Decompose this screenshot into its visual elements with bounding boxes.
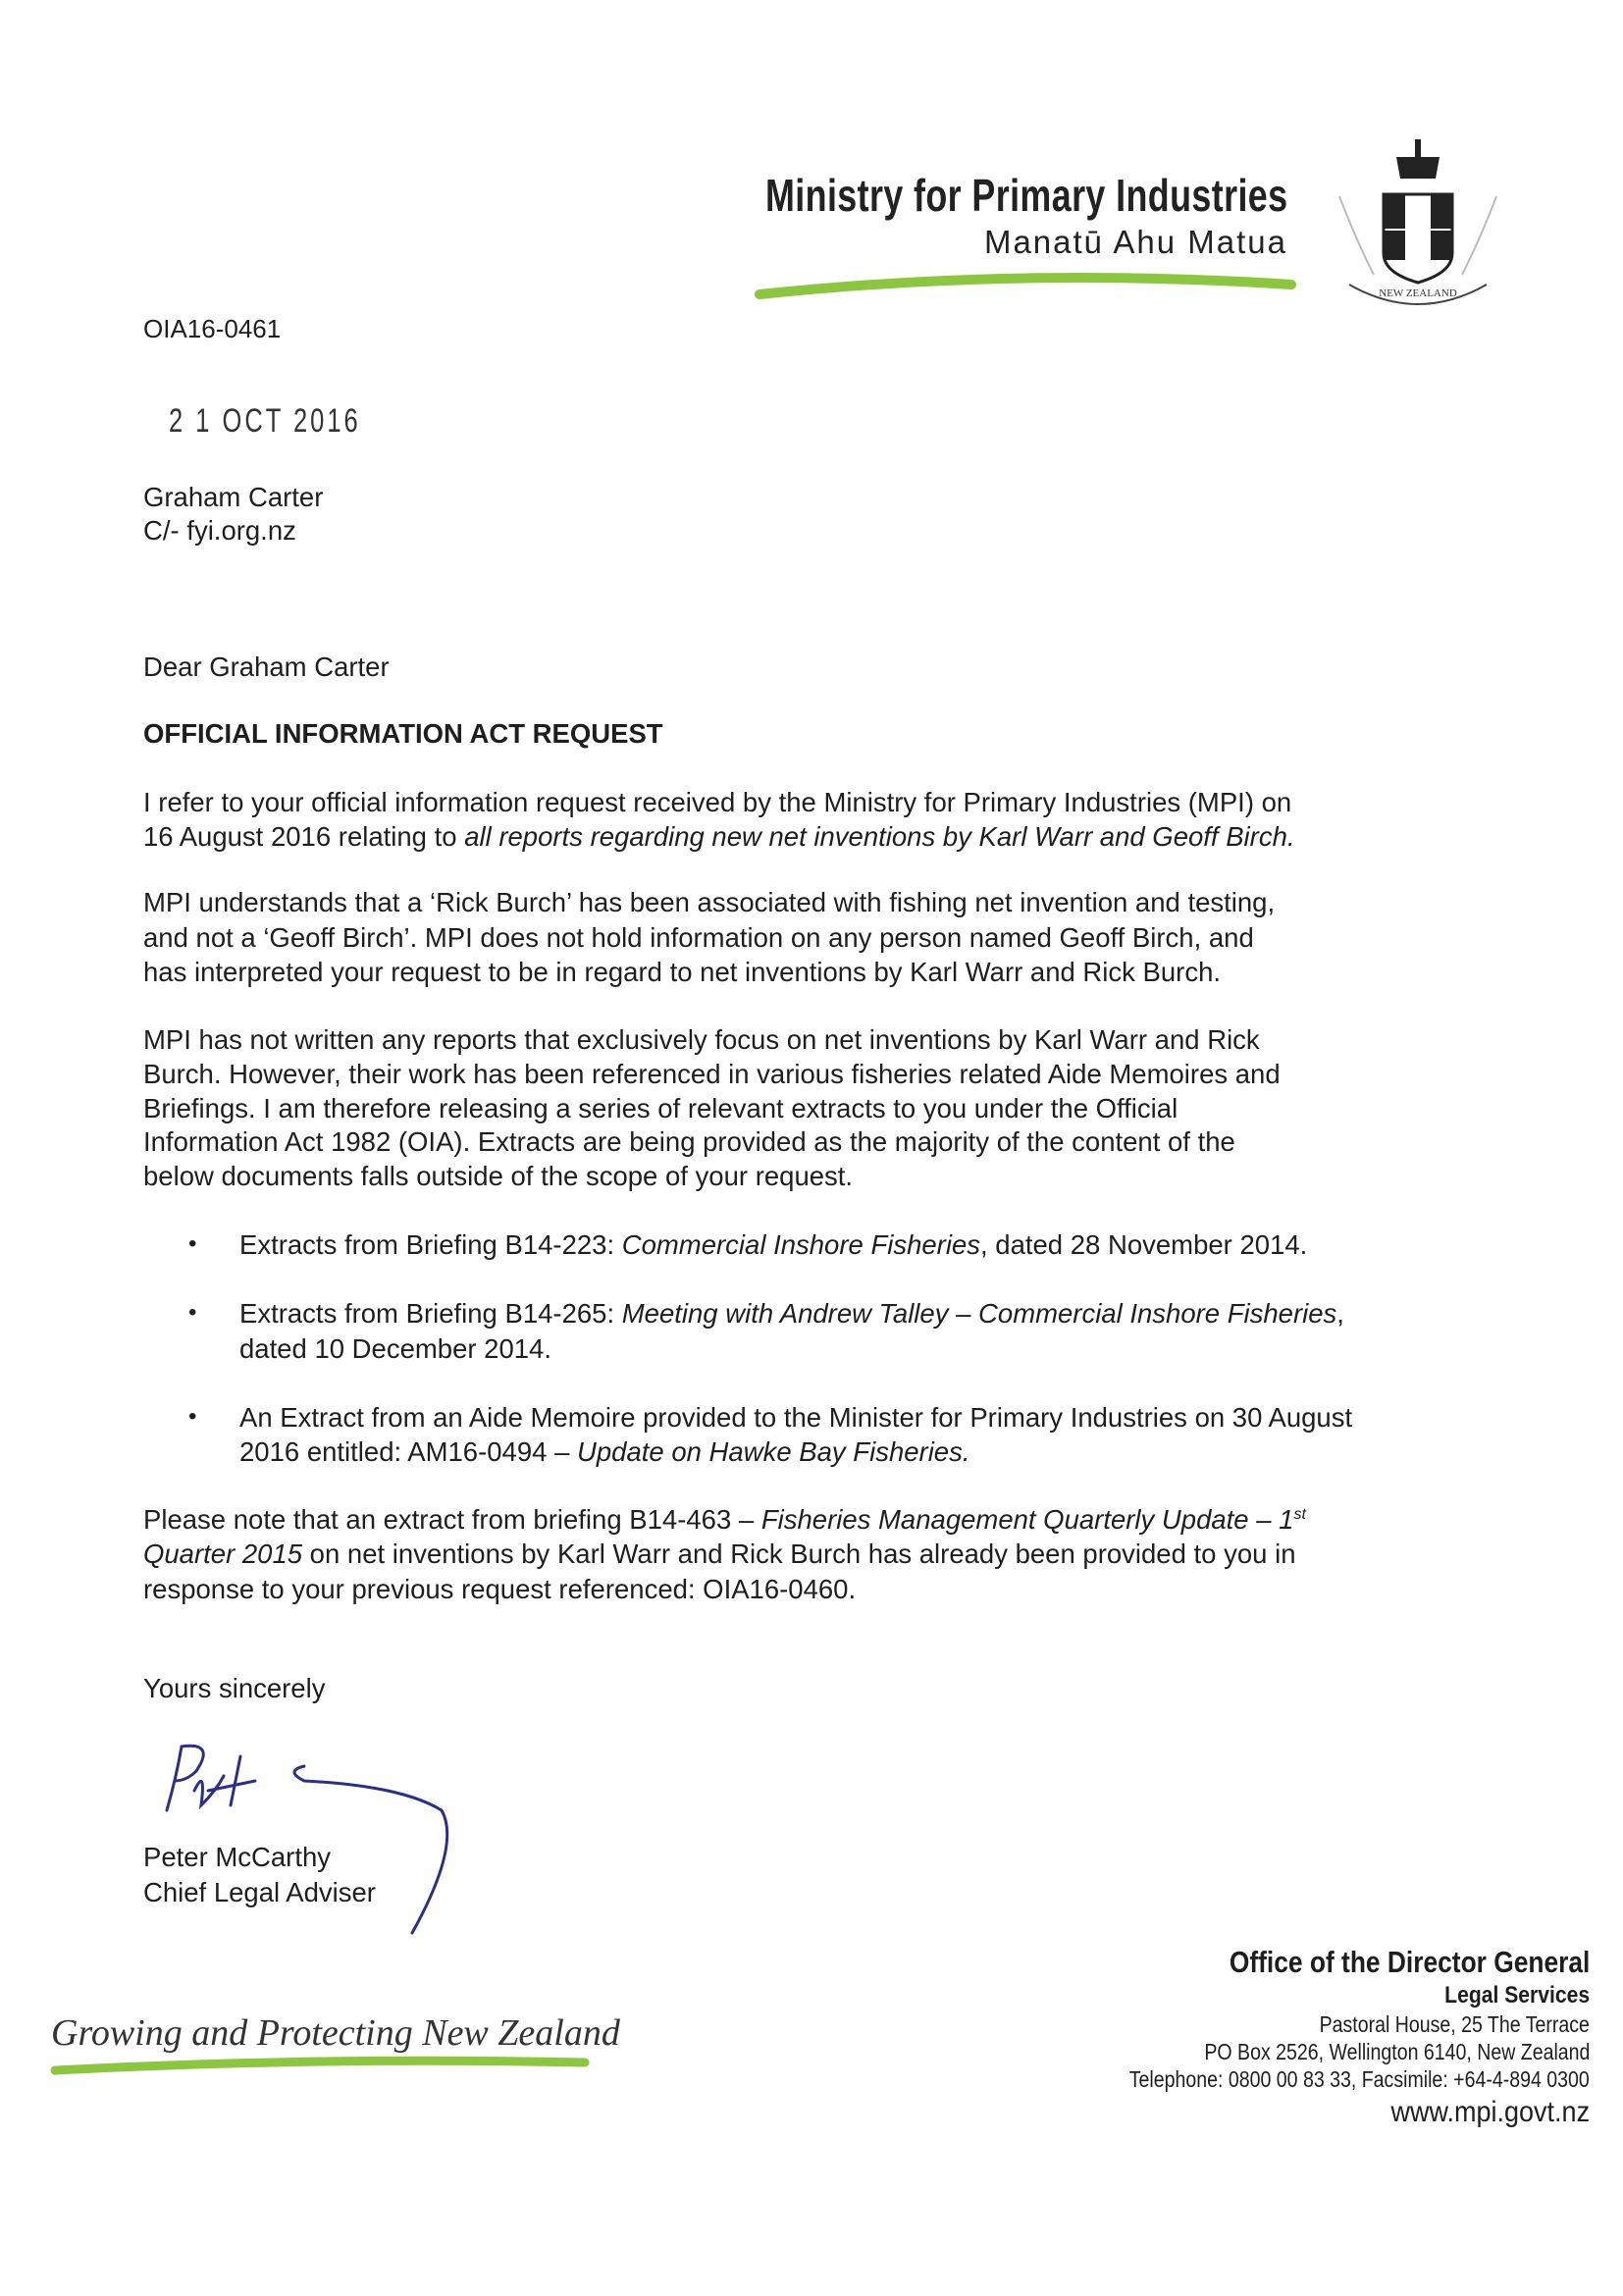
signature <box>147 1737 471 1943</box>
text-segment: An Extract from an Aide Memoire provided to the Minister for Primary Industries on 30 August <box>239 1402 1353 1433</box>
text-segment: Quarter 2015 <box>143 1539 303 1569</box>
body-line <box>143 956 1221 989</box>
salutation: Dear Graham Carter <box>143 652 390 682</box>
text-segment: Extracts from Briefing B14-265: <box>239 1298 622 1329</box>
bullet-icon: • <box>188 1230 197 1257</box>
text-segment: has interpreted your request to be in regard to net inventions by Karl Warr and Rick Burch. <box>143 957 1222 987</box>
text-segment: Fisheries Management Quarterly Update – 1 <box>760 1504 1294 1535</box>
text-segment: MPI understands that a ‘Rick Burch’ has been associated with fishing net invention and testing, <box>143 887 1276 917</box>
text-segment: I refer to your official information request received by the Ministry for Primary Industries (MPI) on <box>143 787 1292 817</box>
text-segment: Extracts from Briefing B14-223: <box>239 1229 622 1260</box>
text-segment: response to your previous request referenced: OIA16-0460. <box>143 1574 857 1604</box>
signatory-name: Peter McCarthy <box>143 1842 332 1872</box>
text-segment: 16 August 2016 relating to <box>143 821 465 852</box>
text-segment: on net inventions by Karl Warr and Rick Burch has already been provided to you in <box>302 1539 1296 1569</box>
footer-division: Legal Services <box>1444 1982 1590 2009</box>
bullet-item-line <box>239 1401 1352 1435</box>
text-segment: Meeting with Andrew Talley – Commercial Inshore Fisheries <box>621 1298 1337 1329</box>
body-line <box>143 1160 853 1193</box>
bullet-icon: • <box>188 1403 197 1430</box>
body-line <box>143 886 1275 919</box>
text-segment: st <box>1293 1505 1306 1523</box>
body-line <box>143 786 1291 819</box>
body-line <box>143 820 1295 854</box>
bullet-item-line <box>239 1332 551 1366</box>
text-segment: Information Act 1982 (OIA). Extracts are being provided as the majority of the content of the <box>143 1126 1235 1157</box>
recipient-name: Graham Carter <box>143 482 324 512</box>
crest-text: NEW ZEALAND <box>1379 287 1457 299</box>
body-line <box>143 1058 1281 1091</box>
text-segment: Update on Hawke Bay Fisheries. <box>577 1436 970 1467</box>
body-line <box>143 1023 1260 1057</box>
text-segment: Briefings. I am therefore releasing a series of relevant extracts to you under the Official <box>143 1093 1178 1123</box>
date-stamp: 2 1 OCT 2016 <box>169 402 361 440</box>
bullet-item-line <box>239 1297 1344 1331</box>
signatory-title: Chief Legal Adviser <box>143 1877 376 1907</box>
body-line <box>143 1092 1178 1125</box>
closing: Yours sincerely <box>143 1673 326 1703</box>
text-segment: below documents falls outside of the scope of your request. <box>143 1161 854 1191</box>
reference-number: OIA16-0461 <box>143 314 282 343</box>
text-segment: Commercial Inshore Fisheries <box>621 1229 980 1260</box>
text-segment: , <box>1336 1298 1344 1329</box>
note-line <box>143 1538 1296 1571</box>
footer-address-2: PO Box 2526, Wellington 6140, New Zealand <box>1203 2039 1590 2064</box>
text-segment: , dated 28 November 2014. <box>980 1229 1308 1260</box>
nz-coat-of-arms-icon <box>1320 137 1516 319</box>
tagline: Growing and Protecting New Zealand <box>51 2012 620 2054</box>
note-line <box>143 1573 856 1606</box>
org-name-maori: Manatū Ahu Matua <box>983 224 1287 260</box>
text-segment: Burch. However, their work has been referenced in various fisheries related Aide Memoires and <box>143 1059 1281 1089</box>
body-line <box>143 1125 1235 1159</box>
text-segment: MPI has not written any reports that exclusively focus on net inventions by Karl Warr and Rick <box>143 1024 1260 1055</box>
recipient-address: C/- fyi.org.nz <box>143 515 296 546</box>
bullet-icon: • <box>188 1299 197 1326</box>
body-line <box>143 921 1254 955</box>
footer-swoosh <box>47 2051 597 2080</box>
org-name: Ministry for Primary Industries <box>765 170 1288 221</box>
note-line <box>143 1503 1306 1537</box>
footer-office: Office of the Director General <box>1229 1945 1590 1979</box>
text-segment: dated 10 December 2014. <box>239 1333 551 1364</box>
header-swoosh <box>746 265 1305 304</box>
bullet-item-line <box>239 1228 1307 1262</box>
footer-website[interactable]: www.mpi.govt.nz <box>1390 2096 1590 2128</box>
bullet-item-line <box>239 1435 969 1469</box>
text-segment: all reports regarding new net inventions by Karl Warr and Geoff Birch. <box>464 821 1295 852</box>
text-segment: and not a ‘Geoff Birch’. MPI does not hold information on any person named Geoff Birch, and <box>143 922 1254 953</box>
footer-address-1: Pastoral House, 25 The Terrace <box>1319 2011 1590 2037</box>
text-segment: 2016 entitled: AM16-0494 – <box>239 1436 578 1467</box>
footer-phone: Telephone: 0800 00 83 33, Facsimile: +64-4-894 0300 <box>1128 2066 1590 2092</box>
text-segment: Please note that an extract from briefing B14-463 – <box>143 1504 761 1535</box>
letter-heading: OFFICIAL INFORMATION ACT REQUEST <box>143 718 663 749</box>
